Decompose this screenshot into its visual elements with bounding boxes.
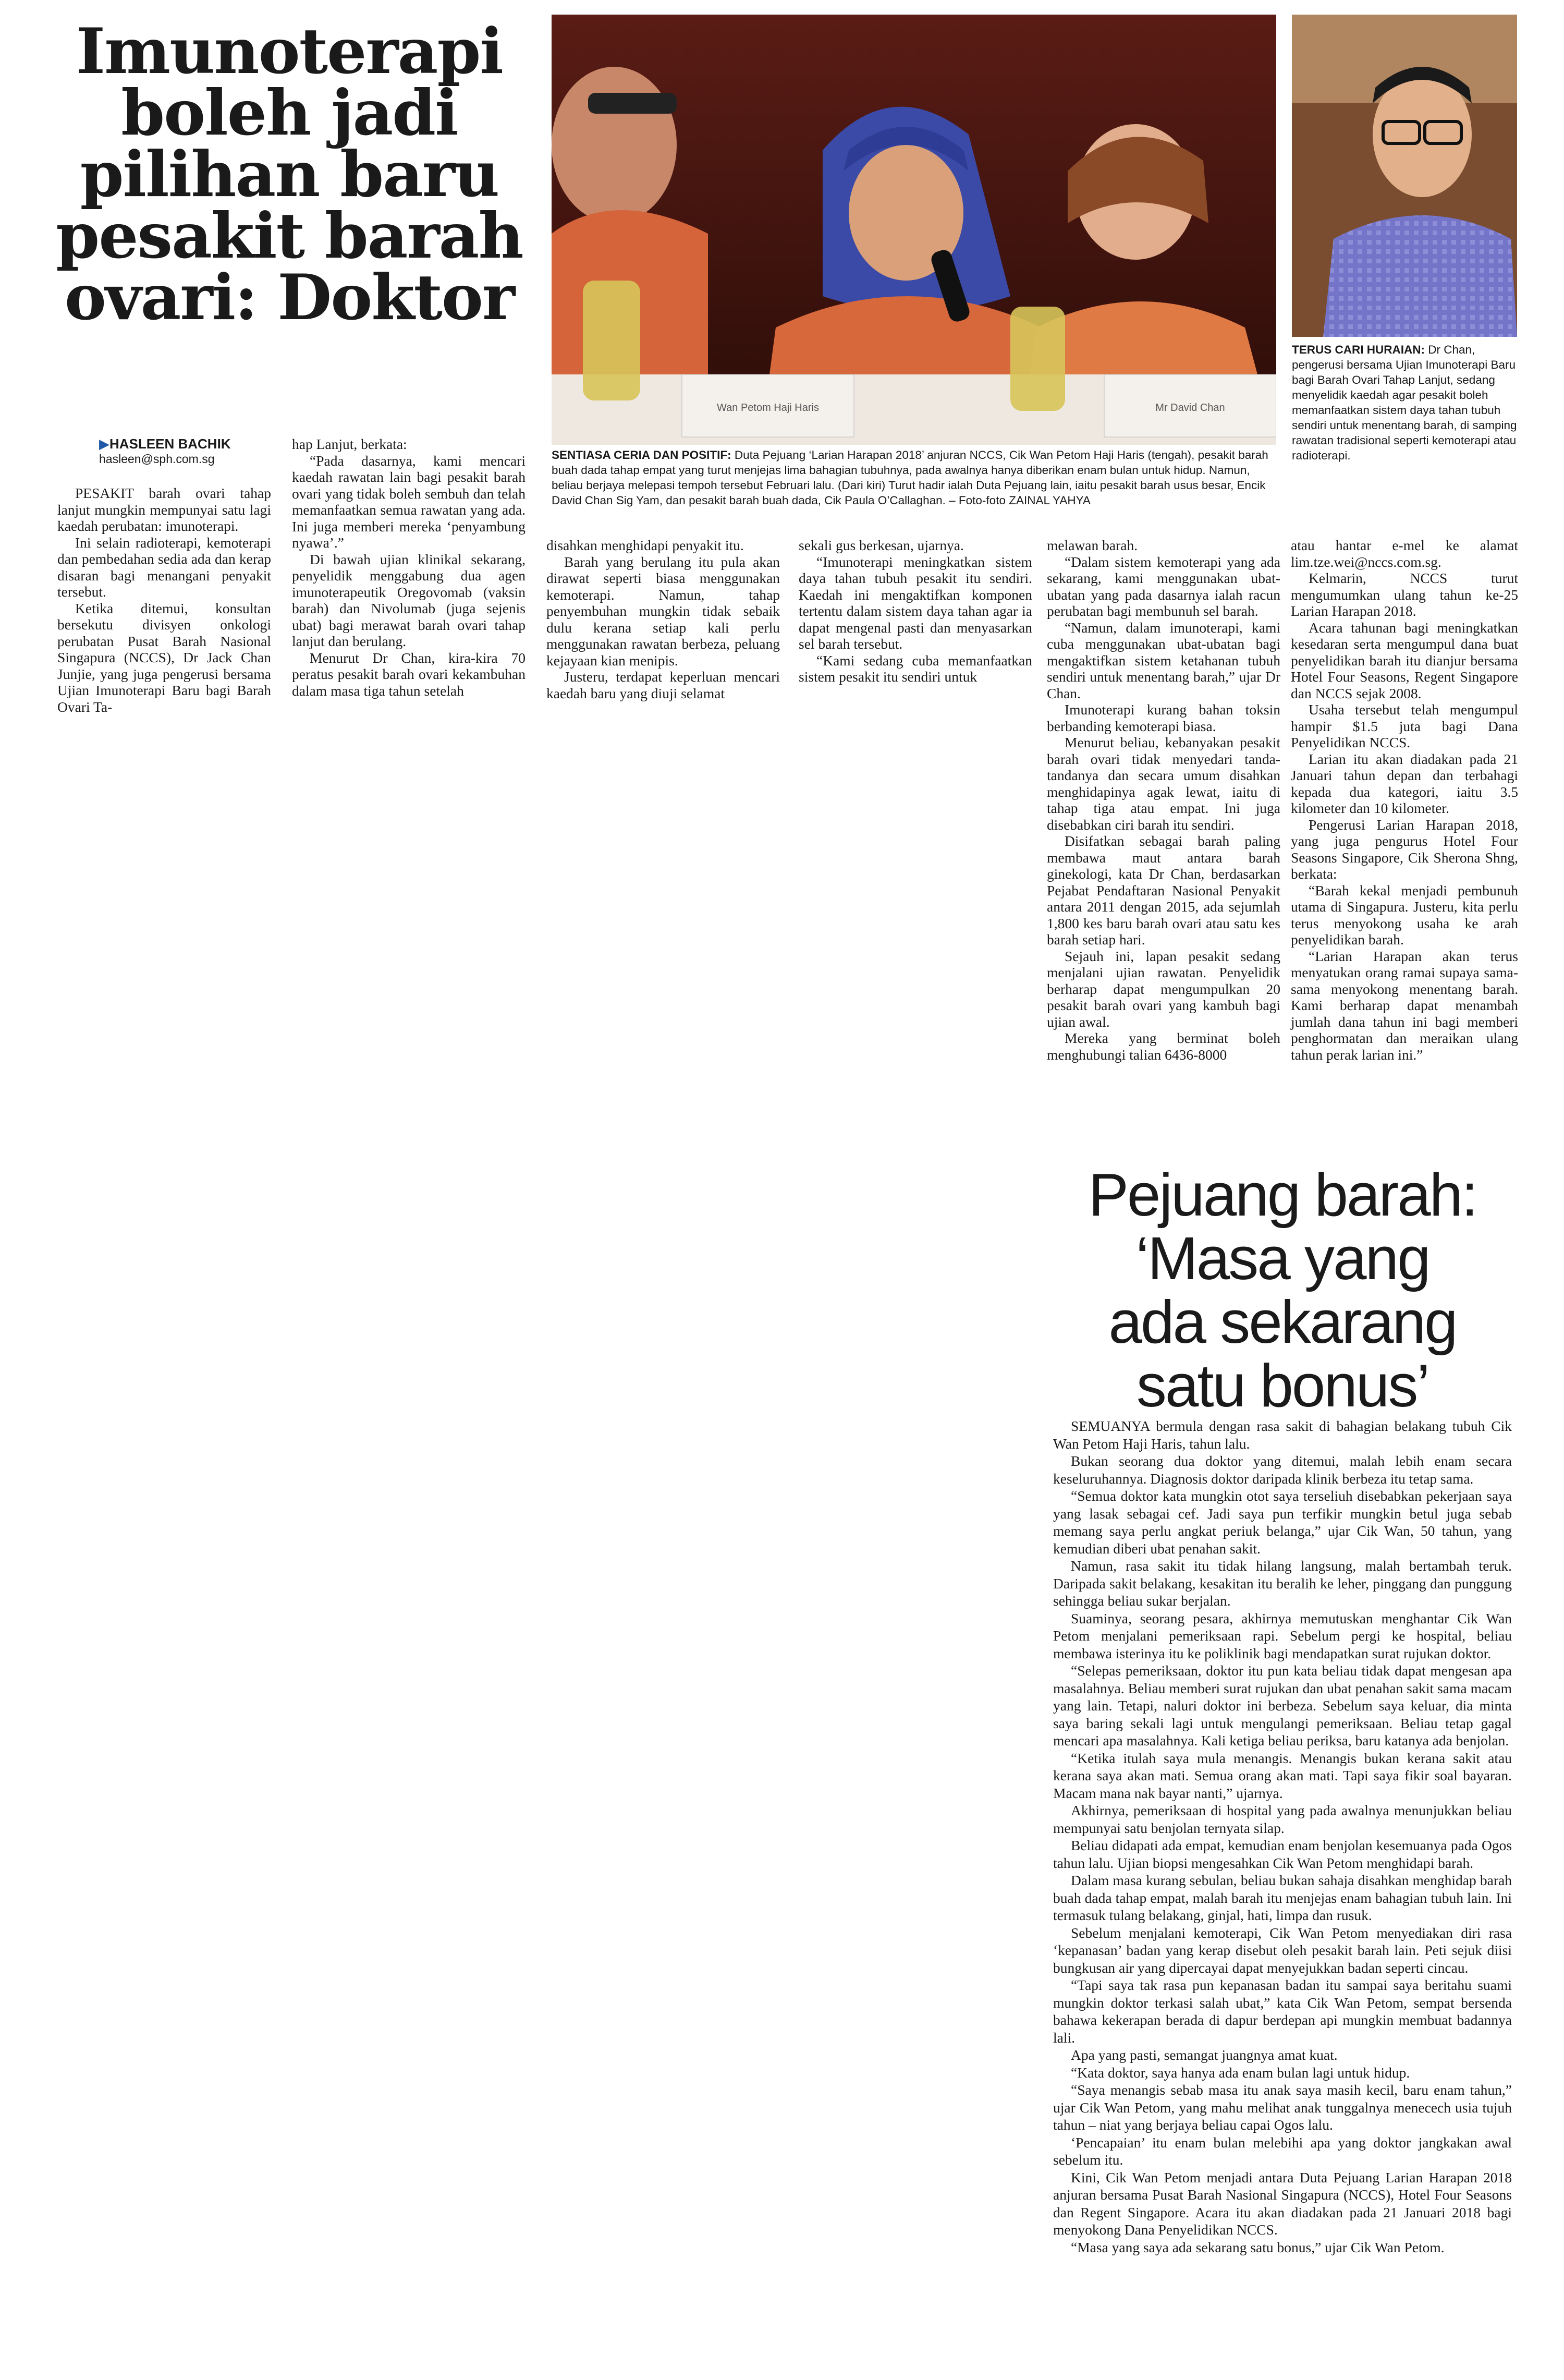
main-photo (552, 15, 1276, 445)
paragraph: disahkan menghidapi penyakit itu. (546, 537, 744, 553)
main-photo-illustration (552, 15, 1276, 445)
paragraph: “Dalam sistem kemoterapi yang ada sekarang, kami menggunakan ubat-ubatan yang pada dasarnya ialah racun perubatan bagi membunuh sel barah. (1047, 553, 1280, 619)
paragraph: “Saya menangis sebab masa itu anak saya masih kecil, baru enam tahun,” ujar Cik Wan Petom, yang mahu melihat anak tunggalnya menecech usia tujuh tahun – niat yang berjaya beliau capai Ogos lalu. (1053, 2082, 1512, 2133)
paragraph: Pengerusi Larian Harapan 2018, yang juga pengurus Hotel Four Seasons Singapore, Cik Sherona Shng, berkata: (1291, 816, 1518, 882)
paragraph: Suaminya, seorang pesara, akhirnya memutuskan menghantar Cik Wan Petom menjalani pemeriksaan rapi. Sebelum pergi ke hospital, beliau membawa isterinya itu ke poliklinik bagi mendapatkan surat rujukan doktor. (1053, 1610, 1512, 1661)
paragraph: Beliau didapati ada empat, kemudian enam benjolan kesemuanya pada Ogos tahun lalu. Ujian biopsi mengesahkan Cik Wan Petom menghidapi barah. (1053, 1837, 1512, 1871)
paragraph: Di bawah ujian klinikal sekarang, penyelidik menggabung dua agen imunoterapeutik Oregovomab (vaksin barah) dan Nivolumab (juga sejenis ubat) bagi merawat barah ovari tahap lanjut dan berulang. (292, 551, 526, 649)
headline (50, 15, 529, 334)
paragraph: Akhirnya, pemeriksaan di hospital yang pada awalnya menunjukkan beliau mempunyai satu benjolan ternyata silap. (1053, 1802, 1512, 1836)
article-column-3 (546, 537, 780, 701)
paragraph: Namun, rasa sakit itu tidak hilang langsung, malah bertambah teruk. Daripada sakit belakang, kesakitan itu beralih ke leher, pinggang dan punggung sehingga beliau sukar berjalan. (1053, 1558, 1512, 1609)
main-photo-caption (552, 447, 1276, 508)
headline-line: pesakit barah (56, 199, 523, 273)
headline-line: boleh jadi (121, 76, 458, 150)
paragraph: Dalam masa kurang sebulan, beliau bukan sahaja disahkan menghidap barah buah dada tahap empat, malah barah itu menjejas enam bahagian tubuh lain. Ini termasuk tulang belakang, ginjal, hati, limpa dan rusuk. (1053, 1872, 1512, 1923)
caption-text: Dr Chan, pengerusi bersama Ujian Imunoterapi Baru bagi Barah Ovari Tahap Lanjut, sedang menyelidik kaedah agar pesakit boleh memanfaatkan sistem daya tahan tubuh sendiri untuk menentang barah, di samping rawatan tradisional seperti kemoterapi atau radioterapi. (1292, 343, 1517, 462)
sidebar-headline-line: Pejuang barah: (1088, 1161, 1477, 1229)
caption-lead: SENTIASA CERIA DAN POSITIF: (552, 448, 731, 462)
side-photo-caption (1292, 342, 1517, 463)
paragraph: Imunoterapi kurang bahan toksin berbanding kemoterapi biasa. (1047, 701, 1280, 734)
paragraph: Ketika ditemui, konsultan bersekutu divisyen onkologi perubatan Pusat Barah Nasional Singapura (NCCS), Dr Jack Chan Junjie, yang juga pengerusi bersama Ujian Imunoterapi Baru bagi Barah Ovari Ta- (57, 600, 271, 715)
paragraph: ‘Pencapaian’ itu enam bulan melebihi apa yang doktor jangkakan awal sebelum itu. (1053, 2134, 1512, 2168)
headline-line: ovari: Doktor (64, 261, 515, 334)
paragraph: “Kami sedang cuba memanfaatkan sistem pesakit itu sendiri untuk (799, 652, 1032, 685)
headline-line: Imunoterapi (76, 15, 503, 88)
sidebar-headline (1053, 1163, 1512, 1417)
paragraph: Larian itu akan diadakan pada 21 Januari tahun depan dan terbahagi kepada dua kategori, iaitu 3.5 kilometer dan 10 kilometer. (1291, 750, 1518, 816)
byline-name: HASLEEN BACHIK (109, 436, 231, 452)
sidebar-headline-line: satu bonus’ (1136, 1352, 1429, 1419)
paragraph: “Ketika itulah saya mula menangis. Menangis bukan kerana sakit atau kerana saya akan mati. Semua orang akan mati. Tapi saya fikir soal bayaran. Macam mana nak bayar nanti,” ujarnya. (1053, 1750, 1512, 1801)
sidebar-headline-line: ada sekarang (1108, 1288, 1457, 1356)
article-column-2 (292, 436, 526, 699)
paragraph: Menurut Dr Chan, kira-kira 70 peratus pesakit barah ovari kekambuhan dalam masa tiga tahun setelah (292, 649, 526, 699)
paragraph: Sebelum menjalani kemoterapi, Cik Wan Petom menyediakan diri rasa ‘kepanasan’ badan yang kerap disebut oleh pesakit barah lain. Peti sejuk diisi bungkusan air yang dipercayai dapat menyejukkan badan seperti cincau. (1053, 1924, 1512, 1976)
placard-left: Wan Petom Haji Haris (717, 402, 819, 414)
paragraph: sekali gus berkesan, ujarnya. (799, 537, 964, 553)
paragraph: atau hantar e-mel ke alamat lim.tze.wei@nccs.com.sg. (1291, 537, 1518, 570)
byline (99, 436, 231, 466)
paragraph: Sejauh ini, lapan pesakit sedang menjalani ujian rawatan. Penyelidik berharap dapat mengumpulkan 20 pesakit barah ovari yang kambuh bagi ujian awal. (1047, 948, 1280, 1030)
paragraph: “Imunoterapi meningkatkan sistem daya tahan tubuh pesakit itu sendiri. Kaedah ini mengaktifkan komponen tertentu dalam sistem daya tahan agar ia dapat mengenal pasti dan menyasarkan sel barah tersebut. (799, 553, 1032, 652)
side-photo-illustration (1292, 15, 1517, 337)
article-column-6 (1291, 537, 1518, 1063)
byline-email: hasleen@sph.com.sg (99, 452, 215, 466)
paragraph: “Semua doktor kata mungkin otot saya terseliuh disebabkan pekerjaan saya yang lasak sebagai cef. Jadi saya pun terfikir mungkin betul juga sebab memang saya perlu angkat periuk belanga,” ujar Cik Wan, 50 tahun, yang kemudian diberi ubat penahan sakit. (1053, 1488, 1512, 1557)
paragraph: Apa yang pasti, semangat juangnya amat kuat. (1071, 2047, 1338, 2063)
paragraph: “Masa yang saya ada sekarang satu bonus,” ujar Cik Wan Petom. (1071, 2239, 1445, 2255)
paragraph: Menurut beliau, kebanyakan pesakit barah ovari tidak menyedari tanda-tandanya dan secara umum disahkan menghidapinya agak lewat, iaitu di tahap tiga atau empat. Ini juga disebabkan ciri barah itu sendiri. (1047, 734, 1280, 833)
side-photo (1292, 15, 1517, 337)
paragraph: “Pada dasarnya, kami mencari kaedah rawatan lain bagi pesakit barah ovari yang tidak boleh sembuh dan telah memanfaatkan semua rawatan yang ada. Ini juga memberi mereka ‘penyambung nyawa’.” (292, 452, 526, 551)
headline-line: pilihan baru (80, 138, 499, 211)
paragraph: Acara tahunan bagi meningkatkan kesedaran serta mengumpul dana buat penyelidikan barah itu dianjur bersama Hotel Four Seasons, Regent Singapore dan NCCS sejak 2008. (1291, 619, 1518, 701)
paragraph: Mereka yang berminat boleh menghubungi talian 6436-8000 (1047, 1030, 1280, 1063)
paragraph: “Selepas pemeriksaan, doktor itu pun kata beliau tidak dapat mengesan apa masalahnya. Beliau memberi surat rujukan dan ubat penahan sakit sama macam yang lain. Tetapi, naluri doktor ini berbeza. Sebelum saya keluar, dia minta saya baring sekali lagi untuk mengulangi pemeriksaan. Beliau tetap gagal mencari apa masalahnya. Kali ketiga beliau periksa, baru katanya ada benjolan. (1053, 1662, 1512, 1748)
paragraph: hap Lanjut, berkata: (292, 436, 407, 452)
byline-arrow-icon: ▶ (99, 436, 109, 452)
paragraph: melawan barah. (1047, 537, 1138, 553)
article-column-5 (1047, 537, 1280, 1063)
paragraph: Bukan seorang dua doktor yang ditemui, malah lebih enam secara keseluruhannya. Diagnosis doktor daripada klinik berbeza itu tetap sama. (1053, 1453, 1512, 1487)
placard-right: Mr David Chan (1155, 402, 1225, 414)
article-column-1 (57, 485, 271, 715)
paragraph: “Larian Harapan akan terus menyatukan orang ramai supaya sama-sama menyokong menentang barah. Kami berharap dapat menambah jumlah dana tahun ini bagi memberi penghormatan dan meraikan ulang tahun perak larian ini.” (1291, 948, 1518, 1063)
sidebar-body (1053, 1417, 1512, 2256)
paragraph: “Barah kekal menjadi pembunuh utama di Singapura. Justeru, kita perlu terus menyokong usaha ke arah penyelidikan barah. (1291, 882, 1518, 948)
caption-lead: TERUS CARI HURAIAN: (1292, 343, 1425, 356)
paragraph: Disifatkan sebagai barah paling membawa maut antara barah ginekologi, kata Dr Chan, berdasarkan Pejabat Pendaftaran Nasional Penyakit antara 2011 dengan 2015, ada sejumlah 1,800 kes baru barah ovari atau satu kes barah setiap hari. (1047, 833, 1280, 948)
paragraph: Kini, Cik Wan Petom menjadi antara Duta Pejuang Larian Harapan 2018 anjuran bersama Pusat Barah Nasional Singapura (NCCS), Hotel Four Seasons dan Regent Singapore. Acara itu akan diadakan pada 21 Januari 2018 bagi menyokong Dana Penyelidikan NCCS. (1053, 2169, 1512, 2238)
paragraph: Usaha tersebut telah mengumpul hampir $1.5 juta bagi Dana Penyelidikan NCCS. (1291, 701, 1518, 750)
paragraph: Ini selain radioterapi, kemoterapi dan pembedahan sedia ada dan kerap disaran bagi menangani penyakit tersebut. (57, 534, 271, 600)
paragraph: Justeru, terdapat keperluan mencari kaedah baru yang diuji selamat (546, 669, 780, 701)
article-column-4 (799, 537, 1032, 685)
paragraph: “Kata doktor, saya hanya ada enam bulan lagi untuk hidup. (1071, 2064, 1410, 2081)
paragraph: PESAKIT barah ovari tahap lanjut mungkin mempunyai satu lagi kaedah perubatan: imunoterapi. (57, 485, 271, 534)
paragraph: Kelmarin, NCCS turut mengumumkan ulang tahun ke-25 Larian Harapan 2018. (1291, 570, 1518, 619)
caption-text: Duta Pejuang ‘Larian Harapan 2018’ anjuran NCCS, Cik Wan Petom Haji Haris (tengah), pesakit barah buah dada tahap empat yang turut menjejas lima bahagian tubuhnya, pada awalnya hanya diberikan enam bulan untuk hidup. Namun, beliau berjaya melepasi tempoh tersebut Februari lalu. (Dari kiri) Turut hadir ialah Duta Pejuang lain, iaitu pesakit barah usus besar, Encik David Chan Sig Yam, dan pesakit barah buah dada, Cik Paula O’Callaghan. – Foto-foto ZAINAL YAHYA (552, 448, 1268, 507)
sidebar-headline-line: ‘Masa yang (1135, 1224, 1429, 1292)
paragraph: “Namun, dalam imunoterapi, kami cuba menggunakan ubat-ubatan bagi mengaktifkan sistem ketahanan tubuh sendiri untuk menentang barah,” ujar Dr Chan. (1047, 619, 1280, 701)
paragraph: SEMUANYA bermula dengan rasa sakit di bahagian belakang tubuh Cik Wan Petom Haji Haris, tahun lalu. (1053, 1418, 1512, 1452)
paragraph: Barah yang berulang itu pula akan dirawat seperti biasa menggunakan kemoterapi. Namun, tahap penyembuhan mungkin tidak sebaik dulu kerana setiap kali perlu menggunakan rawatan berbeza, peluang kejayaan kian menipis. (546, 553, 780, 669)
paragraph: “Tapi saya tak rasa pun kepanasan badan itu sampai saya beritahu suami mungkin doktor terkasi salah ubat,” kata Cik Wan Petom, sempat bersenda bahawa kekerapan berada di dapur berdepan api mungkin membuat badannya lali. (1053, 1977, 1512, 2046)
